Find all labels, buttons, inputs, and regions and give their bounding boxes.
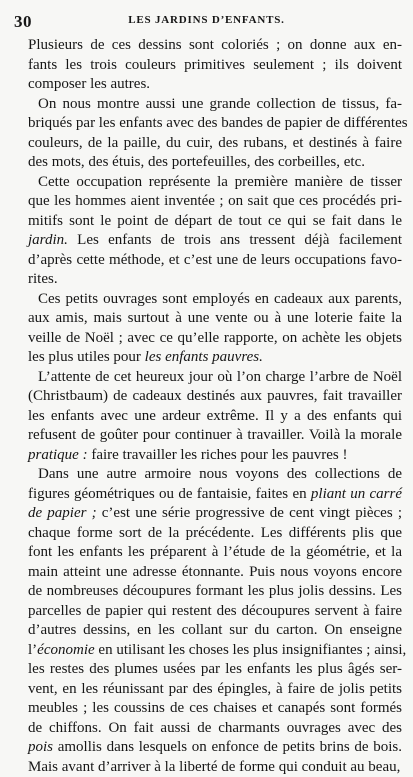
text-line: l’économie en utilisant les choses les plus insignifiantes ; ainsi, xyxy=(28,641,402,661)
text-line: de papier ; c’est une série progressive de cent vingt pièces ; xyxy=(28,504,402,524)
text-line: composer les autres. xyxy=(28,75,402,95)
text-line: parcelles de papier qui restent des découpures servent à faire xyxy=(28,602,402,622)
paragraph xyxy=(28,465,402,777)
body-text xyxy=(28,36,402,777)
text-line: de nombreuses découpures formant les plus jolis dessins. Les xyxy=(28,582,402,602)
text-line: mitifs sont le point de départ de tout ce qui se fait dans le xyxy=(28,212,402,232)
text-line: pratique : faire travailler les riches pour les pauvres ! xyxy=(28,446,402,466)
text-line: les plus utiles pour les enfants pauvres. xyxy=(28,348,402,368)
text-line: vent, en les réunissant par des épingles, à faire de jolis petits xyxy=(28,680,402,700)
text-line: Plusieurs de ces dessins sont coloriés ; on donne aux en- xyxy=(28,36,402,56)
paragraph xyxy=(28,95,402,173)
text-line: fants les trois couleurs primitives seulement ; ils doivent xyxy=(28,56,402,76)
text-line: les enfants avec une ardeur extrême. Il y a des enfants qui xyxy=(28,407,402,427)
text-line: de chiffons. On fait aussi de charmants ouvrages avec des xyxy=(28,719,402,739)
text-line: couleurs, de la paille, du cuir, des rubans, et destinés à faire xyxy=(28,134,402,154)
text-line: aux amis, mais surtout à une vente ou à une loterie faite la xyxy=(28,309,402,329)
text-line: meubles ; les coussins de ces chaises et canapés sont formés xyxy=(28,699,402,719)
text-line: refusent de goûter pour continuer à travailler. Voilà la morale xyxy=(28,426,402,446)
text-line: veille de Noël ; avec ce qu’elle rapporte, on achète les objets xyxy=(28,329,402,349)
text-line: Ces petits ouvrages sont employés en cadeaux aux parents, xyxy=(28,290,402,310)
text-line: Cette occupation représente la première manière de tisser xyxy=(28,173,402,193)
text-line: L’attente de cet heureux jour où l’on charge l’arbre de Noël xyxy=(28,368,402,388)
text-line: Mais avant d’arriver à la liberté de forme qui conduit au beau, xyxy=(28,758,402,777)
text-line: des mots, des étuis, des portefeuilles, des corbeilles, etc. xyxy=(28,153,402,173)
text-line: pois amollis dans lesquels on enfonce de petits brins de bois. xyxy=(28,738,402,758)
text-line: Dans une autre armoire nous voyons des collections de xyxy=(28,465,402,485)
text-line: briqués par les enfants avec des bandes de papier de différentes xyxy=(28,114,402,134)
paragraph xyxy=(28,368,402,466)
text-line: d’après cette méthode, et c’est une de leurs occupations favo- xyxy=(28,251,402,271)
text-line: figures géométriques ou de fantaisie, faites en pliant un carré xyxy=(28,485,402,505)
text-line: que les hommes aient inventée ; on sait que ces procédés pri- xyxy=(28,192,402,212)
paragraph xyxy=(28,173,402,290)
text-line: d’autres dessins, en les collant sur du carton. On enseigne xyxy=(28,621,402,641)
text-line: les restes des plumes usées par les enfants les plus âgés ser- xyxy=(28,660,402,680)
text-line: On nous montre aussi une grande collection de tissus, fa- xyxy=(28,95,402,115)
paragraph xyxy=(28,36,402,95)
text-line: jardin. Les enfants de trois ans tressent déjà facilement xyxy=(28,231,402,251)
text-line: rites. xyxy=(28,270,402,290)
paragraph xyxy=(28,290,402,368)
text-line: (Christbaum) de cadeaux destinés aux pauvres, fait travailler xyxy=(28,387,402,407)
text-line: chaque forme sort de la précédente. Les différents plis que xyxy=(28,524,402,544)
page-header xyxy=(14,12,399,34)
text-line: font les enfants les préparent à l’étude de la géométrie, et la xyxy=(28,543,402,563)
page-number: 30 xyxy=(14,12,32,32)
running-title: LES JARDINS D’ENFANTS. xyxy=(14,14,399,26)
text-line: main atteint une adresse étonnante. Puis nous voyons encore xyxy=(28,563,402,583)
